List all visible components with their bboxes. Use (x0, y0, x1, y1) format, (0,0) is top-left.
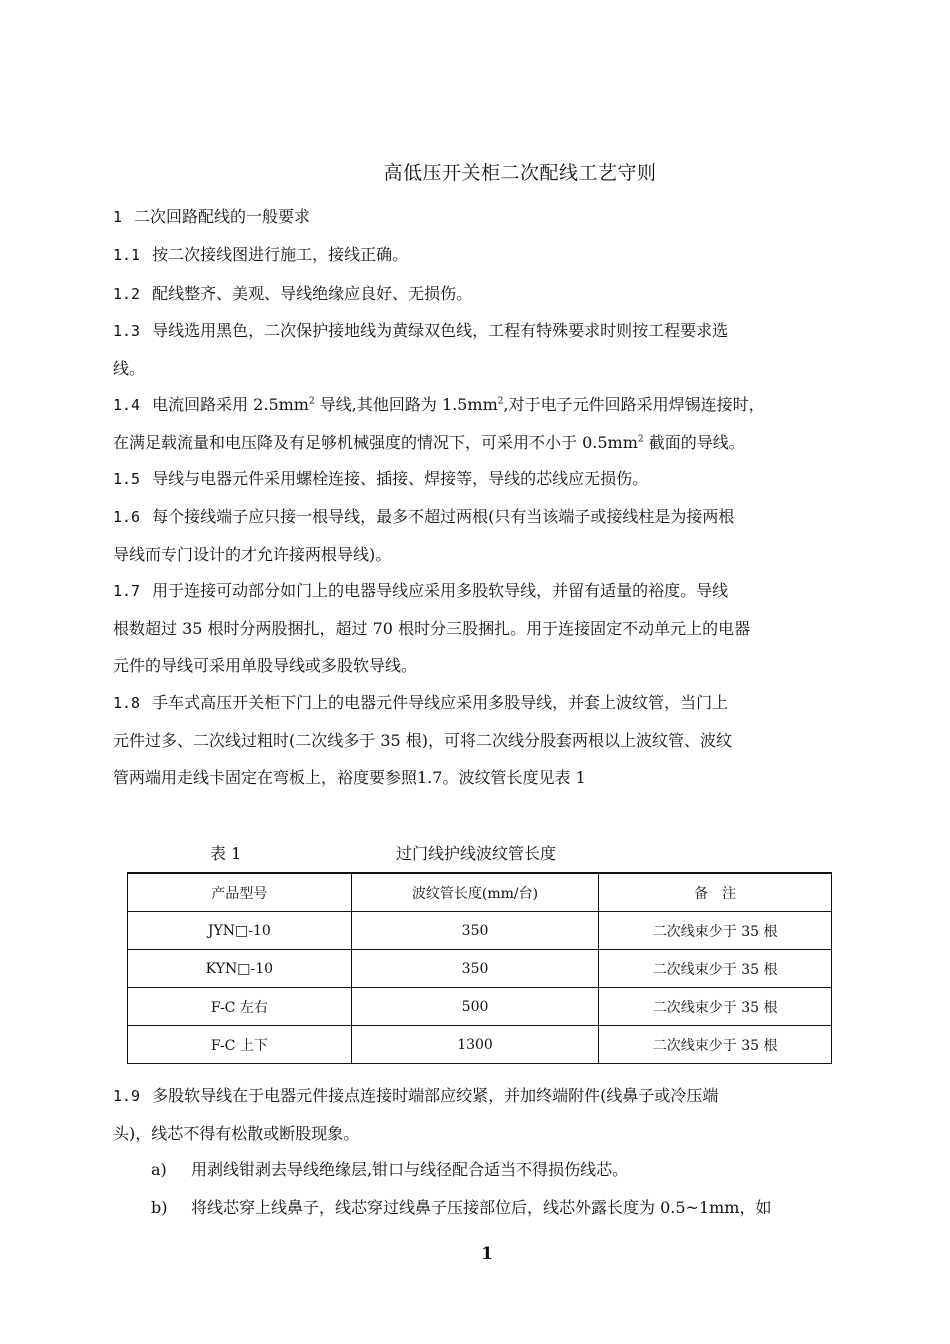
table-cell: 1300 (351, 1026, 599, 1064)
section-text: 管两端用走线卡固定在弯板上，裕度要参照1.7。波纹管长度见表 1 (113, 768, 586, 787)
section-number: 1.8 (113, 694, 141, 712)
section-text: 用于连接可动部分如门上的电器导线应采用多股软导线，并留有适量的裕度。导线 (152, 581, 729, 600)
section-1-2 (113, 275, 863, 313)
section-number: 1.2 (113, 285, 141, 303)
section-1-6 (113, 498, 863, 573)
section-text: 导线与电器元件采用螺栓连接、插接、焊接等，导线的芯线应无损伤。 (152, 469, 649, 488)
list-item-text: 用剥线钳剥去导线绝缘层,钳口与线径配合适当不得损伤线芯。 (191, 1160, 629, 1179)
section-text: 按二次接线图进行施工，接线正确。 (152, 245, 409, 264)
table-cell: 二次线束少于 35 根 (599, 950, 832, 988)
table-cell: 二次线束少于 35 根 (599, 1026, 832, 1064)
section-1-5 (113, 460, 863, 498)
superscript: 2 (308, 396, 315, 407)
table-cell: KYN□-10 (128, 950, 352, 988)
list-item-b (151, 1189, 771, 1226)
table-row (128, 988, 832, 1026)
bellows-length-table (127, 872, 832, 1064)
table-cell: 二次线束少于 35 根 (599, 988, 832, 1026)
table-row (128, 950, 832, 988)
section-text: ,对于电子元件回路采用焊锡连接时， (503, 395, 765, 414)
section-text: 截面的导线。 (643, 433, 745, 452)
table-caption-number: 表 1 (210, 844, 242, 863)
section-text: 电流回路采用 2.5mm (152, 395, 309, 414)
table-cell: 350 (351, 950, 599, 988)
table-cell: F-C 上下 (128, 1026, 352, 1064)
section-number: 1.9 (113, 1087, 141, 1105)
section-number: 1.1 (113, 246, 141, 264)
section-text: 配线整齐、美观、导线绝缘应良好、无损伤。 (152, 284, 473, 303)
table-cell: 二次线束少于 35 根 (599, 912, 832, 950)
table-cell: 350 (351, 912, 599, 950)
table-caption-title: 过门线护线波纹管长度 (396, 844, 557, 863)
superscript: 2 (497, 396, 504, 407)
section-1-7 (113, 572, 863, 684)
section-number: 1.4 (113, 396, 141, 414)
section-1-8 (113, 684, 863, 796)
list-item-label: b) (151, 1198, 168, 1217)
section-1-1 (113, 236, 863, 274)
table-row (128, 1026, 832, 1064)
table-cell: 500 (351, 988, 599, 1026)
section-text: 导线,其他回路为 1.5mm (314, 395, 498, 414)
section-text: 元件的导线可采用单股导线或多股软导线。 (113, 656, 418, 675)
column-header: 产品型号 (128, 873, 352, 912)
column-header: 备 注 (599, 873, 832, 912)
document-title: 高低压开关柜二次配线工艺守则 (383, 162, 657, 184)
list-item-a (151, 1151, 628, 1188)
section-1-9 (113, 1077, 863, 1152)
section-text: 线。 (113, 359, 146, 378)
section-1 (113, 198, 863, 236)
section-text: 手车式高压开关柜下门上的电器元件导线应采用多股导线，并套上波纹管，当门上 (152, 693, 729, 712)
section-text: 二次回路配线的一般要求 (134, 207, 311, 226)
section-1-4 (113, 386, 863, 461)
superscript: 2 (637, 434, 644, 445)
page-number: 1 (481, 1244, 493, 1264)
section-1-3 (113, 312, 863, 387)
column-header: 波纹管长度(mm/台) (351, 873, 599, 912)
list-item-text: 将线芯穿上线鼻子，线芯穿过线鼻子压接部位后，线芯外露长度为 0.5~1mm，如 (191, 1198, 772, 1217)
section-text: 每个接线端子应只接一根导线，最多不超过两根(只有当该端子或接线柱是为接两根 (152, 507, 735, 526)
section-text: 导线选用黑色，二次保护接地线为黄绿双色线，工程有特殊要求时则按工程要求选 (152, 321, 729, 340)
section-text: 导线而专门设计的才允许接两根导线)。 (113, 545, 392, 564)
section-text: 根数超过 35 根时分两股捆扎，超过 70 根时分三股捆扎。用于连接固定不动单元上的电器 (113, 619, 751, 638)
section-text: 在满足载流量和电压降及有足够机械强度的情况下，可采用不小于 0.5mm (113, 433, 638, 452)
section-number: 1.6 (113, 508, 141, 526)
section-text: 头)，线芯不得有松散或断股现象。 (113, 1124, 360, 1143)
section-number: 1 (113, 208, 123, 226)
section-text: 多股软导线在于电器元件接点连接时端部应绞紧，并加终端附件(线鼻子或冷压端 (152, 1086, 719, 1105)
table-row (128, 912, 832, 950)
section-number: 1.5 (113, 470, 141, 488)
section-number: 1.7 (113, 582, 141, 600)
section-text: 元件过多、二次线过粗时(二次线多于 35 根)，可将二次线分股套两根以上波纹管、波纹 (113, 731, 733, 750)
table-cell: JYN□-10 (128, 912, 352, 950)
section-number: 1.3 (113, 322, 141, 340)
table-cell: F-C 左右 (128, 988, 352, 1026)
list-item-label: a) (151, 1160, 167, 1179)
table-header-row (128, 873, 832, 912)
